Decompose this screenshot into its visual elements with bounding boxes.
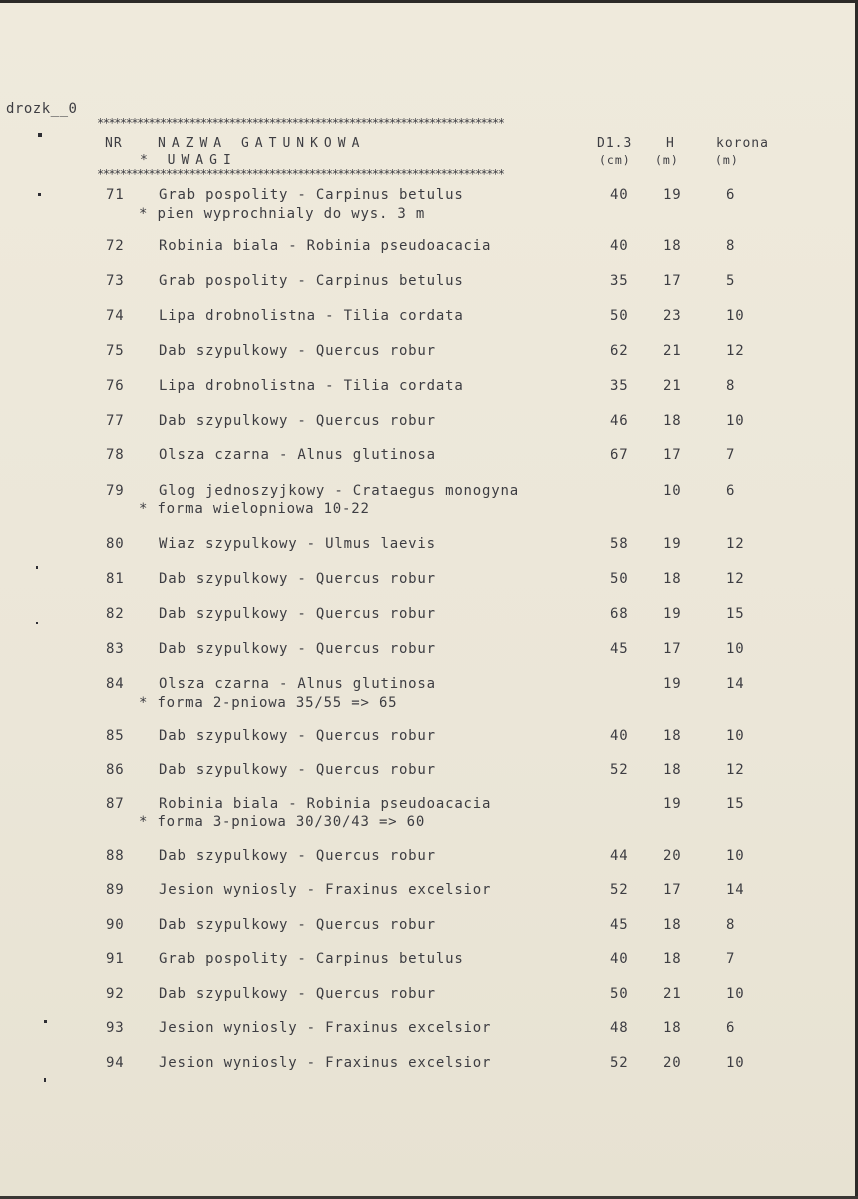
cell-nr: 73 xyxy=(106,273,125,289)
cell-species: Dab szypulkowy - Quercus robur xyxy=(159,986,436,1002)
table-row xyxy=(0,796,858,816)
header-nr: NR xyxy=(105,136,123,151)
cell-nr: 71 xyxy=(106,187,125,203)
cell-height: 18 xyxy=(663,762,682,778)
cell-height: 19 xyxy=(663,676,682,692)
separator-top: *********************************************************************** xyxy=(97,116,504,130)
cell-crown: 10 xyxy=(726,986,745,1002)
header-crown: korona xyxy=(716,136,769,151)
cell-species: Grab pospolity - Carpinus betulus xyxy=(159,187,464,203)
cell-species: Dab szypulkowy - Quercus robur xyxy=(159,606,436,622)
cell-crown: 12 xyxy=(726,571,745,587)
cell-crown: 12 xyxy=(726,762,745,778)
cell-species: Dab szypulkowy - Quercus robur xyxy=(159,917,436,933)
cell-species: Dab szypulkowy - Quercus robur xyxy=(159,728,436,744)
cell-diameter: 50 xyxy=(610,571,629,587)
cell-diameter: 35 xyxy=(610,378,629,394)
cell-species: Dab szypulkowy - Quercus robur xyxy=(159,413,436,429)
header-height: H xyxy=(666,136,675,151)
cell-species: Robinia biala - Robinia pseudoacacia xyxy=(159,238,492,254)
table-row xyxy=(0,273,858,293)
cell-nr: 80 xyxy=(106,536,125,552)
cell-nr: 79 xyxy=(106,483,125,499)
header-species-name: NAZWA GATUNKOWA xyxy=(158,136,366,151)
cell-nr: 77 xyxy=(106,413,125,429)
cell-diameter: 40 xyxy=(610,951,629,967)
cell-height: 17 xyxy=(663,882,682,898)
cell-species: Grab pospolity - Carpinus betulus xyxy=(159,951,464,967)
cell-height: 17 xyxy=(663,447,682,463)
cell-nr: 89 xyxy=(106,882,125,898)
table-row xyxy=(0,343,858,363)
cell-nr: 76 xyxy=(106,378,125,394)
cell-diameter: 52 xyxy=(610,882,629,898)
cell-crown: 10 xyxy=(726,728,745,744)
row-note: * forma 2-pniowa 35/55 => 65 xyxy=(139,695,398,711)
table-row xyxy=(0,571,858,591)
cell-height: 19 xyxy=(663,606,682,622)
table-row xyxy=(0,483,858,503)
separator-header: *********************************************************************** xyxy=(97,167,504,181)
cell-diameter: 40 xyxy=(610,187,629,203)
cell-diameter: 52 xyxy=(610,762,629,778)
cell-nr: 85 xyxy=(106,728,125,744)
cell-species: Robinia biala - Robinia pseudoacacia xyxy=(159,796,492,812)
cell-crown: 5 xyxy=(726,273,736,289)
punch-mark xyxy=(44,1078,46,1082)
table-row xyxy=(0,676,858,696)
cell-diameter: 48 xyxy=(610,1020,629,1036)
cell-species: Dab szypulkowy - Quercus robur xyxy=(159,762,436,778)
cell-nr: 92 xyxy=(106,986,125,1002)
punch-mark xyxy=(36,566,38,569)
table-row xyxy=(0,447,858,467)
cell-nr: 74 xyxy=(106,308,125,324)
cell-crown: 10 xyxy=(726,413,745,429)
cell-crown: 7 xyxy=(726,447,736,463)
header-crown-unit: (m) xyxy=(715,153,739,167)
cell-crown: 8 xyxy=(726,238,736,254)
cell-diameter: 40 xyxy=(610,238,629,254)
cell-nr: 90 xyxy=(106,917,125,933)
cell-height: 21 xyxy=(663,343,682,359)
table-row xyxy=(0,187,858,207)
table-row xyxy=(0,848,858,868)
cell-crown: 12 xyxy=(726,536,745,552)
table-row xyxy=(0,536,858,556)
cell-species: Dab szypulkowy - Quercus robur xyxy=(159,571,436,587)
cell-nr: 94 xyxy=(106,1055,125,1071)
table-row xyxy=(0,238,858,258)
cell-nr: 83 xyxy=(106,641,125,657)
cell-height: 18 xyxy=(663,571,682,587)
file-name: drozk__0 xyxy=(6,101,78,117)
cell-height: 23 xyxy=(663,308,682,324)
cell-diameter: 62 xyxy=(610,343,629,359)
cell-height: 21 xyxy=(663,378,682,394)
row-note: * pien wyprochnialy do wys. 3 m xyxy=(139,206,426,222)
table-row xyxy=(0,917,858,937)
cell-height: 18 xyxy=(663,413,682,429)
cell-crown: 8 xyxy=(726,378,736,394)
cell-height: 20 xyxy=(663,1055,682,1071)
cell-crown: 6 xyxy=(726,483,736,499)
cell-species: Lipa drobnolistna - Tilia cordata xyxy=(159,378,464,394)
cell-nr: 86 xyxy=(106,762,125,778)
cell-crown: 10 xyxy=(726,308,745,324)
cell-diameter: 40 xyxy=(610,728,629,744)
cell-diameter: 35 xyxy=(610,273,629,289)
cell-height: 19 xyxy=(663,536,682,552)
cell-height: 18 xyxy=(663,951,682,967)
cell-diameter: 67 xyxy=(610,447,629,463)
cell-species: Glog jednoszyjkowy - Crataegus monogyna xyxy=(159,483,519,499)
cell-species: Dab szypulkowy - Quercus robur xyxy=(159,848,436,864)
cell-species: Dab szypulkowy - Quercus robur xyxy=(159,343,436,359)
cell-nr: 91 xyxy=(106,951,125,967)
cell-crown: 10 xyxy=(726,848,745,864)
cell-crown: 15 xyxy=(726,796,745,812)
cell-height: 18 xyxy=(663,1020,682,1036)
cell-diameter: 68 xyxy=(610,606,629,622)
header-height-unit: (m) xyxy=(655,153,679,167)
cell-nr: 82 xyxy=(106,606,125,622)
header-remarks: * UWAGI xyxy=(140,153,237,168)
cell-species: Dab szypulkowy - Quercus robur xyxy=(159,641,436,657)
table-row xyxy=(0,762,858,782)
cell-nr: 72 xyxy=(106,238,125,254)
cell-species: Wiaz szypulkowy - Ulmus laevis xyxy=(159,536,436,552)
table-row xyxy=(0,986,858,1006)
cell-crown: 10 xyxy=(726,641,745,657)
cell-height: 19 xyxy=(663,187,682,203)
cell-height: 21 xyxy=(663,986,682,1002)
row-note: * forma 3-pniowa 30/30/43 => 60 xyxy=(139,814,426,830)
cell-crown: 14 xyxy=(726,676,745,692)
cell-species: Olsza czarna - Alnus glutinosa xyxy=(159,676,436,692)
cell-crown: 12 xyxy=(726,343,745,359)
cell-diameter: 45 xyxy=(610,641,629,657)
header-d13: D1.3 xyxy=(597,136,633,151)
cell-species: Olsza czarna - Alnus glutinosa xyxy=(159,447,436,463)
table-row xyxy=(0,378,858,398)
cell-crown: 14 xyxy=(726,882,745,898)
table-row xyxy=(0,413,858,433)
table-row xyxy=(0,1055,858,1075)
cell-height: 19 xyxy=(663,796,682,812)
cell-species: Jesion wyniosly - Fraxinus excelsior xyxy=(159,882,492,898)
table-row xyxy=(0,308,858,328)
cell-diameter: 46 xyxy=(610,413,629,429)
table-row xyxy=(0,882,858,902)
cell-diameter: 50 xyxy=(610,308,629,324)
cell-diameter: 50 xyxy=(610,986,629,1002)
table-row xyxy=(0,728,858,748)
cell-nr: 93 xyxy=(106,1020,125,1036)
cell-height: 17 xyxy=(663,641,682,657)
cell-height: 18 xyxy=(663,238,682,254)
cell-diameter: 45 xyxy=(610,917,629,933)
table-row xyxy=(0,951,858,971)
cell-crown: 10 xyxy=(726,1055,745,1071)
table-row xyxy=(0,641,858,661)
cell-crown: 15 xyxy=(726,606,745,622)
cell-nr: 75 xyxy=(106,343,125,359)
cell-crown: 7 xyxy=(726,951,736,967)
cell-height: 18 xyxy=(663,728,682,744)
table-row xyxy=(0,606,858,626)
punch-mark xyxy=(38,133,42,137)
cell-nr: 87 xyxy=(106,796,125,812)
cell-height: 18 xyxy=(663,917,682,933)
cell-diameter: 52 xyxy=(610,1055,629,1071)
cell-nr: 78 xyxy=(106,447,125,463)
header-d13-unit: (cm) xyxy=(599,153,631,167)
cell-nr: 88 xyxy=(106,848,125,864)
cell-diameter: 44 xyxy=(610,848,629,864)
cell-nr: 84 xyxy=(106,676,125,692)
cell-crown: 8 xyxy=(726,917,736,933)
cell-height: 17 xyxy=(663,273,682,289)
scan-edge-top xyxy=(0,0,858,3)
cell-diameter: 58 xyxy=(610,536,629,552)
cell-height: 10 xyxy=(663,483,682,499)
row-note: * forma wielopniowa 10-22 xyxy=(139,501,370,517)
cell-species: Jesion wyniosly - Fraxinus excelsior xyxy=(159,1020,492,1036)
cell-species: Jesion wyniosly - Fraxinus excelsior xyxy=(159,1055,492,1071)
cell-crown: 6 xyxy=(726,1020,736,1036)
cell-species: Grab pospolity - Carpinus betulus xyxy=(159,273,464,289)
cell-crown: 6 xyxy=(726,187,736,203)
cell-height: 20 xyxy=(663,848,682,864)
cell-nr: 81 xyxy=(106,571,125,587)
cell-species: Lipa drobnolistna - Tilia cordata xyxy=(159,308,464,324)
table-row xyxy=(0,1020,858,1040)
